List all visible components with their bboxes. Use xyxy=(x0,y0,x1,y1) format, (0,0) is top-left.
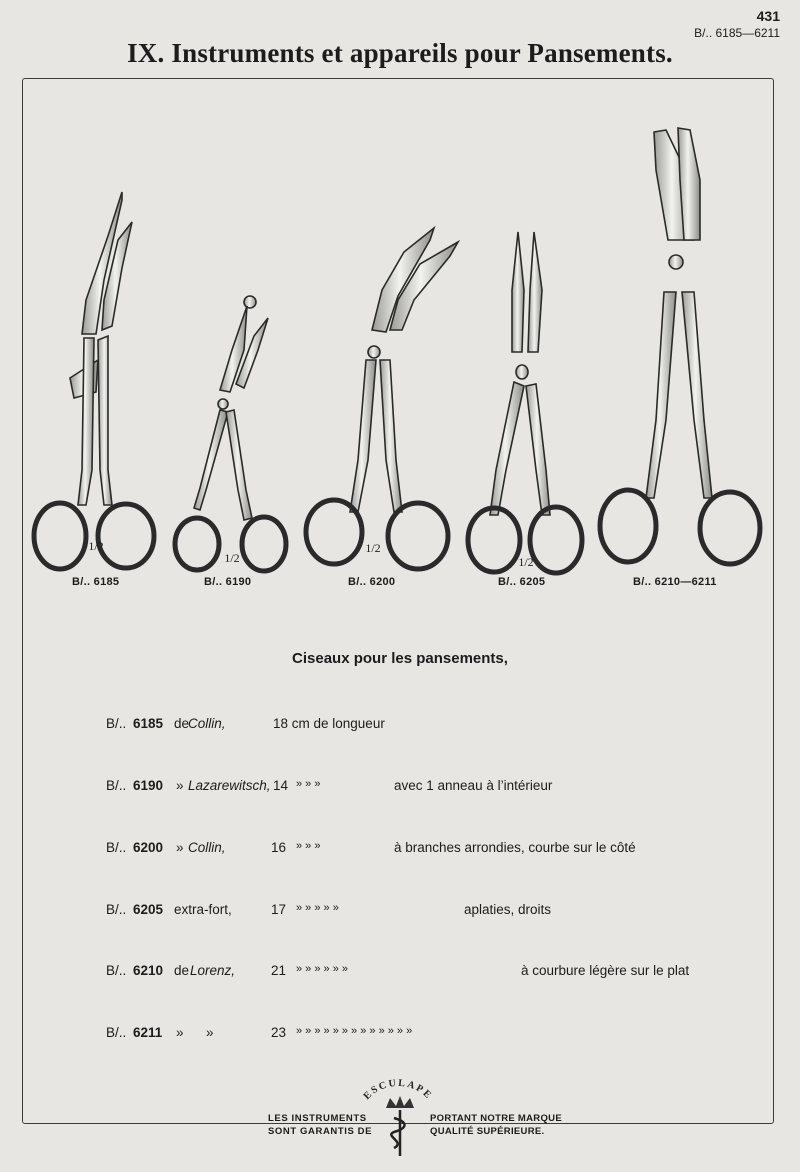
item-description: à courbure légère sur le plat xyxy=(521,963,690,978)
footer-right-line2: QUALITÉ SUPÉRIEURE. xyxy=(430,1126,545,1137)
item-prefix: B/.. xyxy=(106,840,127,855)
serpent-staff-icon xyxy=(391,1118,404,1148)
item-prefix: B/.. xyxy=(106,716,127,731)
figure-label-6205: B/.. 6205 xyxy=(498,576,546,588)
scissors-6200-illustration xyxy=(306,228,458,569)
item-ditto-marks: » » » xyxy=(296,778,321,790)
item-ditto: » xyxy=(176,778,184,793)
item-length: 18 cm de longueur xyxy=(273,716,385,731)
item-ditto: de xyxy=(174,963,190,978)
item-ditto-marks: » » » » » » » » » » » » » xyxy=(296,1025,413,1037)
figure-label-6185: B/.. 6185 xyxy=(72,576,120,588)
svg-text:ESCULAPE: ESCULAPE xyxy=(361,1078,435,1102)
item-maker: » xyxy=(206,1025,214,1040)
item-code: 6190 xyxy=(133,778,164,793)
item-prefix: B/.. xyxy=(106,902,127,917)
scissors-6205-illustration xyxy=(468,232,582,573)
footer-right-text xyxy=(430,1112,562,1138)
item-length: 14 xyxy=(273,778,289,793)
item-code: 6210 xyxy=(133,963,164,978)
scale-label-6190: 1/2 xyxy=(224,551,240,565)
footer-left-line1: LES INSTRUMENTS xyxy=(268,1113,367,1124)
page-range: B/.. 6185—6211 xyxy=(694,26,780,40)
item-ditto-marks: » » » xyxy=(296,840,321,852)
crown-icon xyxy=(386,1096,414,1108)
item-maker: Lorenz, xyxy=(190,963,236,978)
page-number: 431 xyxy=(756,8,780,24)
item-code: 6200 xyxy=(133,840,164,855)
item-ditto: extra-fort, xyxy=(174,902,232,917)
figure-label-6190: B/.. 6190 xyxy=(204,576,252,588)
figure-label-6210-6211: B/.. 6210—6211 xyxy=(633,576,717,588)
item-prefix: B/.. xyxy=(106,963,127,978)
item-maker: Collin, xyxy=(188,840,226,855)
item-ditto-marks: » » » » » xyxy=(296,902,339,914)
section-title: Ciseaux pour les pansements, xyxy=(292,650,508,667)
footer-left-line2: SONT GARANTIS DE xyxy=(268,1126,373,1137)
item-description: aplaties, droits xyxy=(464,902,552,917)
footer-left-text xyxy=(268,1112,372,1138)
item-ditto: de xyxy=(174,716,190,731)
item-length: 16 xyxy=(271,840,287,855)
scale-label-6200: 1/2 xyxy=(365,541,381,555)
item-length: 17 xyxy=(271,902,287,917)
item-prefix: B/.. xyxy=(106,1025,127,1040)
item-ditto-marks: » » » » » » xyxy=(296,963,348,975)
item-maker: Lazarewitsch, xyxy=(188,778,271,793)
item-prefix: B/.. xyxy=(106,778,127,793)
scissors-6185-illustration xyxy=(34,192,154,569)
scissors-6190-illustration xyxy=(175,296,286,571)
scissors-6210-illustration xyxy=(600,128,760,564)
item-code: 6211 xyxy=(133,1025,163,1040)
item-code: 6205 xyxy=(133,902,164,917)
item-maker: Collin, xyxy=(188,716,226,731)
scale-label-6205: 1/2 xyxy=(518,555,534,569)
item-length: 21 xyxy=(271,963,287,978)
item-description: avec 1 anneau à l’intérieur xyxy=(394,778,553,793)
figure-label-6200: B/.. 6200 xyxy=(348,576,396,588)
item-description: à branches arrondies, courbe sur le côté xyxy=(394,840,636,855)
page-title: IX. Instruments et appareils pour Pansements. xyxy=(127,38,673,68)
item-code: 6185 xyxy=(133,716,164,731)
item-length: 23 xyxy=(271,1025,287,1040)
scale-label-6185: 1/2 xyxy=(88,539,104,553)
item-ditto: » xyxy=(176,1025,184,1040)
footer-right-line1: PORTANT NOTRE MARQUE xyxy=(430,1113,562,1124)
item-ditto: » xyxy=(176,840,184,855)
